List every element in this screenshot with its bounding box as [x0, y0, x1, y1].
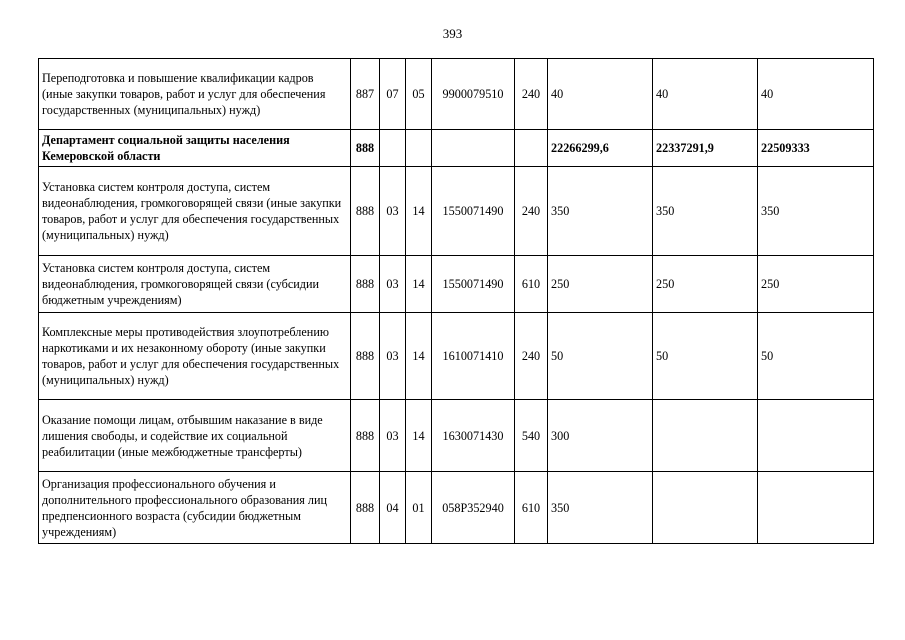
table-row [39, 256, 874, 313]
row-name: Оказание помощи лицам, отбывшим наказание в виде лишения свободы, и содействие их социальной реабилитации (иные межбюджетные трансферты) [39, 400, 351, 472]
amount-year-1: 350 [548, 167, 653, 256]
row-name: Установка систем контроля доступа, систем видеонаблюдения, громкоговорящей связи (субсидии бюджетным учреждениям) [39, 256, 351, 313]
target-article-code: 1630071430 [432, 400, 515, 472]
expense-type-code: 610 [515, 256, 548, 313]
page-number: 393 [442, 26, 463, 41]
ministry-code: 888 [351, 400, 380, 472]
subsection-code: 14 [406, 400, 432, 472]
expense-type-code: 240 [515, 313, 548, 400]
amount-year-3: 22509333 [758, 130, 874, 167]
subsection-code: 14 [406, 313, 432, 400]
ministry-code: 888 [351, 472, 380, 544]
amount-year-3 [758, 400, 874, 472]
section-code: 03 [380, 256, 406, 313]
amount-year-2: 250 [653, 256, 758, 313]
amount-year-1: 50 [548, 313, 653, 400]
target-article-code: 1610071410 [432, 313, 515, 400]
expense-type-code [515, 130, 548, 167]
table-row [39, 313, 874, 400]
row-name: Комплексные меры противодействия злоупотреблению наркотиками и их незаконному обороту (иные закупки товаров, работ и услуг для обеспечения государственных (муниципальных) нужд) [39, 313, 351, 400]
amount-year-3: 250 [758, 256, 874, 313]
target-article-code: 1550071490 [432, 167, 515, 256]
subsection-code: 14 [406, 256, 432, 313]
ministry-code: 887 [351, 59, 380, 130]
subsection-code: 01 [406, 472, 432, 544]
expense-type-code: 240 [515, 59, 548, 130]
subsection-code: 14 [406, 167, 432, 256]
section-code: 03 [380, 167, 406, 256]
amount-year-3: 40 [758, 59, 874, 130]
budget-table [38, 58, 874, 544]
amount-year-1: 300 [548, 400, 653, 472]
section-code: 03 [380, 400, 406, 472]
target-article-code: 9900079510 [432, 59, 515, 130]
target-article-code: 1550071490 [432, 256, 515, 313]
amount-year-1: 40 [548, 59, 653, 130]
row-name: Переподготовка и повышение квалификации кадров (иные закупки товаров, работ и услуг для обеспечения государственных (муниципальных) нужд) [39, 59, 351, 130]
amount-year-2 [653, 400, 758, 472]
ministry-code: 888 [351, 130, 380, 167]
table-row [39, 400, 874, 472]
table-row [39, 472, 874, 544]
amount-year-1: 250 [548, 256, 653, 313]
amount-year-1: 350 [548, 472, 653, 544]
ministry-code: 888 [351, 256, 380, 313]
expense-type-code: 610 [515, 472, 548, 544]
amount-year-2: 40 [653, 59, 758, 130]
row-name: Установка систем контроля доступа, систем видеонаблюдения, громкоговорящей связи (иные закупки товаров, работ и услуг для обеспечения государственных (муниципальных) нужд) [39, 167, 351, 256]
row-name: Организация профессионального обучения и дополнительного профессионального образования лиц предпенсионного возраста (субсидии бюджетным учреждениям) [39, 472, 351, 544]
target-article-code [432, 130, 515, 167]
expense-type-code: 240 [515, 167, 548, 256]
ministry-code: 888 [351, 167, 380, 256]
amount-year-1: 22266299,6 [548, 130, 653, 167]
section-code: 07 [380, 59, 406, 130]
expense-type-code: 540 [515, 400, 548, 472]
amount-year-2: 350 [653, 167, 758, 256]
table-row [39, 59, 874, 130]
amount-year-2: 50 [653, 313, 758, 400]
amount-year-2 [653, 472, 758, 544]
amount-year-2: 22337291,9 [653, 130, 758, 167]
table-row [39, 167, 874, 256]
row-name: Департамент социальной защиты населения Кемеровской области [39, 130, 351, 167]
amount-year-3 [758, 472, 874, 544]
section-code [380, 130, 406, 167]
amount-year-3: 350 [758, 167, 874, 256]
table-row-department [39, 130, 874, 167]
section-code: 03 [380, 313, 406, 400]
amount-year-3: 50 [758, 313, 874, 400]
target-article-code: 058P352940 [432, 472, 515, 544]
section-code: 04 [380, 472, 406, 544]
ministry-code: 888 [351, 313, 380, 400]
subsection-code [406, 130, 432, 167]
subsection-code: 05 [406, 59, 432, 130]
